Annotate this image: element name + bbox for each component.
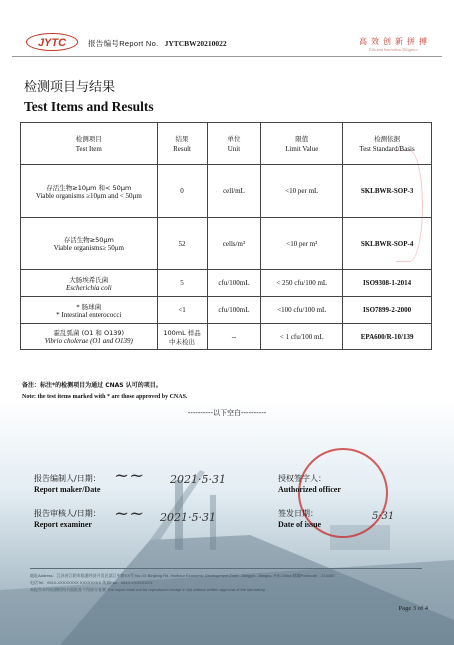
authorized-officer-label-cn: 授权签字人： <box>278 474 326 483</box>
standard-cell: SKLBWR-SOP-4 <box>343 218 432 270</box>
report-number-label: 报告编号Report No. <box>88 39 159 48</box>
ship-background-image <box>0 440 454 645</box>
note-en: Note: the test items marked with * are those approved by CNAS. <box>22 394 188 400</box>
test-item-cn: 大肠埃希氏菌 <box>69 275 109 284</box>
report-header <box>12 32 442 54</box>
column-header <box>343 123 432 165</box>
report-number <box>88 38 227 49</box>
table-header-row <box>21 123 432 165</box>
section-title-en: Test Items and Results <box>24 99 154 114</box>
test-item-cn: 存活生物≥10μm 和< 50μm <box>46 183 132 192</box>
footer-divider <box>30 568 422 569</box>
limit-cell: < 250 cfu/100 mL <box>261 270 343 297</box>
limit-cell: <10 per mL <box>261 165 343 218</box>
company-logo: JYTC <box>26 33 78 51</box>
test-item-en: * Intestinal enterococci <box>56 310 122 319</box>
slogan-cn: 高 效 创 新 拼 搏 <box>359 37 428 46</box>
footer-disclaimer: 本报告未经检测机构书面批准不得部分复制 The report shall not be reproduced except in full without written approval of the laboratory <box>30 587 265 592</box>
maker-signature: ~~ <box>114 465 145 486</box>
report-examiner-block <box>34 508 101 529</box>
footer-contact: 电话Tel：0510-XXXXXXXX XXXXXXXX 传真Fax：0510-XXXXXXXX <box>30 580 153 585</box>
table-row <box>21 297 432 324</box>
report-maker-block <box>34 473 101 494</box>
limit-cell: <100 cfu/100 mL <box>261 297 343 324</box>
examiner-signature: ~~ <box>114 503 145 524</box>
column-header <box>157 123 207 165</box>
limit-cell: < 1 cfu/100 mL <box>261 324 343 350</box>
page-number: Page 3 of 4 <box>398 605 428 612</box>
note-cn: 备注：标注*的检测项目为通过 CNAS 认可的项目。 <box>22 382 162 389</box>
test-item-cell <box>21 270 158 297</box>
column-header-cn: 限值 <box>295 134 309 143</box>
footer-address: 地址Address：江苏省江阴市临港经济开发区滨江中路XX号 No.XX Binjiang Rd. Harbour Economic Development Zone, Jiangyin, Jiangsu, P.R.China 邮编Postcode：214400 <box>30 573 335 578</box>
table-row <box>21 270 432 297</box>
footer <box>30 572 422 593</box>
column-header <box>207 123 261 165</box>
result-cell: 100mL 样品中未检出 <box>157 324 207 350</box>
authorized-officer-block <box>278 473 341 494</box>
unit-cell: cfu/100mL <box>207 297 261 324</box>
table-row <box>21 324 432 350</box>
column-header-cn: 单位 <box>227 134 241 143</box>
standard-cell: EPA600/R-10/139 <box>343 324 432 350</box>
company-slogan <box>359 36 428 52</box>
column-header-cn: 结果 <box>175 134 189 143</box>
report-examiner-label-en: Report examiner <box>34 520 92 529</box>
test-item-cell <box>21 218 158 270</box>
table-row <box>21 218 432 270</box>
standard-cell: SKLBWR-SOP-3 <box>343 165 432 218</box>
date-of-issue-label-en: Date of issue <box>278 520 322 529</box>
column-header-en: Result <box>173 144 191 153</box>
test-item-cell <box>21 165 158 218</box>
column-header <box>261 123 343 165</box>
result-cell: 0 <box>157 165 207 218</box>
unit-cell: cell/mL <box>207 165 261 218</box>
column-header-en: Test Standard/Basis <box>359 144 415 153</box>
test-item-cell <box>21 297 158 324</box>
test-item-cell <box>21 324 158 350</box>
maker-date: 2021·5·31 <box>170 473 226 486</box>
result-cell: 5 <box>157 270 207 297</box>
column-header-en: Unit <box>227 144 241 153</box>
standard-cell: ISO9308-1-2014 <box>343 270 432 297</box>
date-of-issue-block <box>278 508 321 529</box>
header-divider <box>12 56 442 57</box>
date-of-issue-label-cn: 签发日期： <box>278 509 318 518</box>
result-cell: <1 <box>157 297 207 324</box>
result-cell: 52 <box>157 218 207 270</box>
column-header-en: Test Item <box>75 144 102 153</box>
examiner-date: 2021·5·31 <box>160 511 216 524</box>
report-examiner-label-cn: 报告审核人/日期： <box>34 509 101 518</box>
test-item-en: Vibrio cholerae (O1 and O139) <box>44 337 133 345</box>
column-header <box>21 123 158 165</box>
unit-cell: cells/m³ <box>207 218 261 270</box>
unit-cell: cfu/100mL <box>207 270 261 297</box>
column-header-en: Limit Value <box>285 144 319 153</box>
test-item-cn: * 肠球菌 <box>76 302 102 311</box>
unit-cell: -- <box>207 324 261 350</box>
authorized-officer-label-en: Authorized officer <box>278 485 341 494</box>
report-maker-label-cn: 报告编制人/日期： <box>34 474 101 483</box>
limit-cell: <10 per m³ <box>261 218 343 270</box>
test-item-en: Viable organisms ≥10μm and < 50μm <box>35 191 142 200</box>
issue-date: 5·31 <box>372 511 395 522</box>
report-number-value: JYTCBW20210022 <box>164 39 227 48</box>
results-table <box>20 122 432 350</box>
standard-cell: ISO7899-2-2000 <box>343 297 432 324</box>
section-title-cn: 检测项目与结果 <box>24 80 116 95</box>
blank-below-marker: ----------以下空白---------- <box>187 409 267 417</box>
test-item-cn: 存活生物≥50μm <box>63 236 114 244</box>
column-header-cn: 检测项目 <box>75 134 102 143</box>
column-header-cn: 检测依据 <box>374 134 401 143</box>
test-item-en: Escherichia coli <box>65 283 112 292</box>
slogan-en: Efficient Innovation Diligence <box>369 47 418 52</box>
test-item-en: Viable organisms≥ 50μm <box>53 244 125 252</box>
table-row <box>21 165 432 218</box>
report-maker-label-en: Report maker/Date <box>34 485 101 494</box>
test-item-cn: 霍乱弧菌 (O1 和 O139) <box>53 329 125 337</box>
